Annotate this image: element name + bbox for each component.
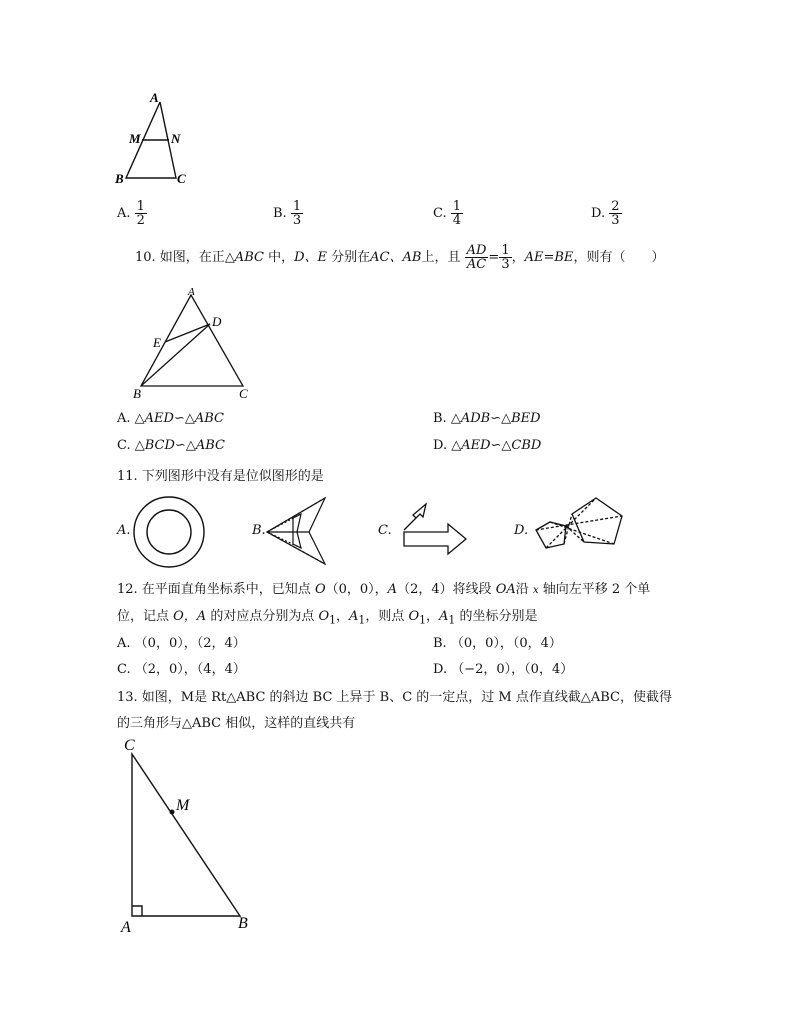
fig13-label-B: B: [238, 915, 248, 932]
option-label: D.: [591, 206, 606, 221]
q11-option-a-label[interactable]: A.: [117, 523, 131, 538]
q12-option-a[interactable]: A. （0，0），（2，4）: [117, 636, 246, 651]
fig10-label-E: E: [153, 335, 161, 350]
figure-q9-triangle: [112, 90, 192, 186]
q12-stem-line1: 12. 在平面直角坐标系中，已知点 O（0，0），A（2，4）将线段 OA沿 x 轴向左平移 2 个单: [117, 582, 651, 597]
q12-stem-line2: 位，记点 O，A 的对应点分别为点 $O_1$，$A_1$，则点 $O_1$，$A_1$ 的坐标分别是: [117, 609, 538, 627]
fig9-label-B: B: [115, 171, 124, 186]
q10-fraction: $\frac{AD}{AC}$: [466, 243, 487, 272]
q10-option-a[interactable]: A. △AED∽△ABC: [117, 411, 224, 426]
option-fraction: $\frac{2}{3}$: [611, 199, 620, 228]
fig10-label-B: B: [133, 386, 141, 401]
q13-stem-line2: 的三角形与△ABC 相似，这样的直线共有: [117, 716, 356, 731]
option-fraction: $\frac{1}{4}$: [452, 199, 462, 228]
fig13-label-M: M: [176, 797, 190, 814]
point-M: [170, 810, 175, 815]
option-fraction: $\frac{1}{2}$: [136, 199, 145, 228]
q9-option-b[interactable]: [273, 200, 303, 227]
q12-option-d[interactable]: D. （−2，0），（0，4）: [433, 662, 574, 677]
option-label: A.: [117, 206, 131, 221]
q12-option-b[interactable]: B. （0，0），（0，4）: [433, 636, 562, 651]
option-label: B.: [273, 206, 287, 221]
q9-option-c[interactable]: [433, 200, 463, 227]
q10-stem: 10. 如图，在正△ABC 中，D、E 分别在AC、AB上，且 $\frac{AD}{AC}$ = $\frac{1}{3}$ ，AE=BE，则有（ ）: [135, 243, 665, 272]
q11-figure-pentagons: [530, 490, 630, 560]
q13-stem-line1: 13. 如图，M是 Rt△ABC 的斜边 BC 上异于 B、C 的一定点，过 M 点作直线截△ABC，使截得: [117, 690, 672, 705]
q10-fraction-value: $\frac{1}{3}$: [501, 243, 510, 272]
q11-figure-nested-triangles: [263, 492, 337, 570]
fig9-label-M: M: [129, 131, 141, 146]
q9-option-a[interactable]: [117, 200, 147, 227]
option-label: C.: [433, 206, 447, 221]
fig9-label-A: A: [150, 90, 159, 105]
q10-option-c[interactable]: C. △BCD∽△ABC: [117, 438, 225, 453]
fig13-label-C: C: [124, 737, 135, 754]
fig10-label-A: A: [188, 286, 195, 298]
figure-q13-right-triangle: [112, 732, 272, 940]
q11-figure-arrows: [396, 500, 470, 556]
fig13-label-A: A: [121, 919, 131, 936]
q12-option-c[interactable]: C. （2，0），（4，4）: [117, 662, 246, 677]
q11-stem: 11. 下列图形中没有是位似图形的是: [117, 469, 324, 484]
figure-q10-triangle: [128, 282, 258, 402]
q11-option-d-label[interactable]: D.: [514, 523, 529, 538]
q11-figure-concentric-circles: [129, 492, 209, 572]
q9-option-d[interactable]: [591, 200, 622, 227]
q10-option-b[interactable]: B. △ADB∽△BED: [433, 411, 541, 426]
option-fraction: $\frac{1}{3}$: [292, 199, 302, 228]
q11-option-b-label[interactable]: B.: [252, 523, 266, 538]
q10-option-d[interactable]: D. △AED∽△CBD: [433, 438, 542, 453]
fig10-label-C: C: [239, 386, 248, 401]
q11-option-c-label[interactable]: C.: [378, 523, 392, 538]
fig9-label-C: C: [177, 171, 186, 186]
fig10-label-D: D: [212, 314, 222, 329]
fig9-label-N: N: [171, 131, 181, 146]
